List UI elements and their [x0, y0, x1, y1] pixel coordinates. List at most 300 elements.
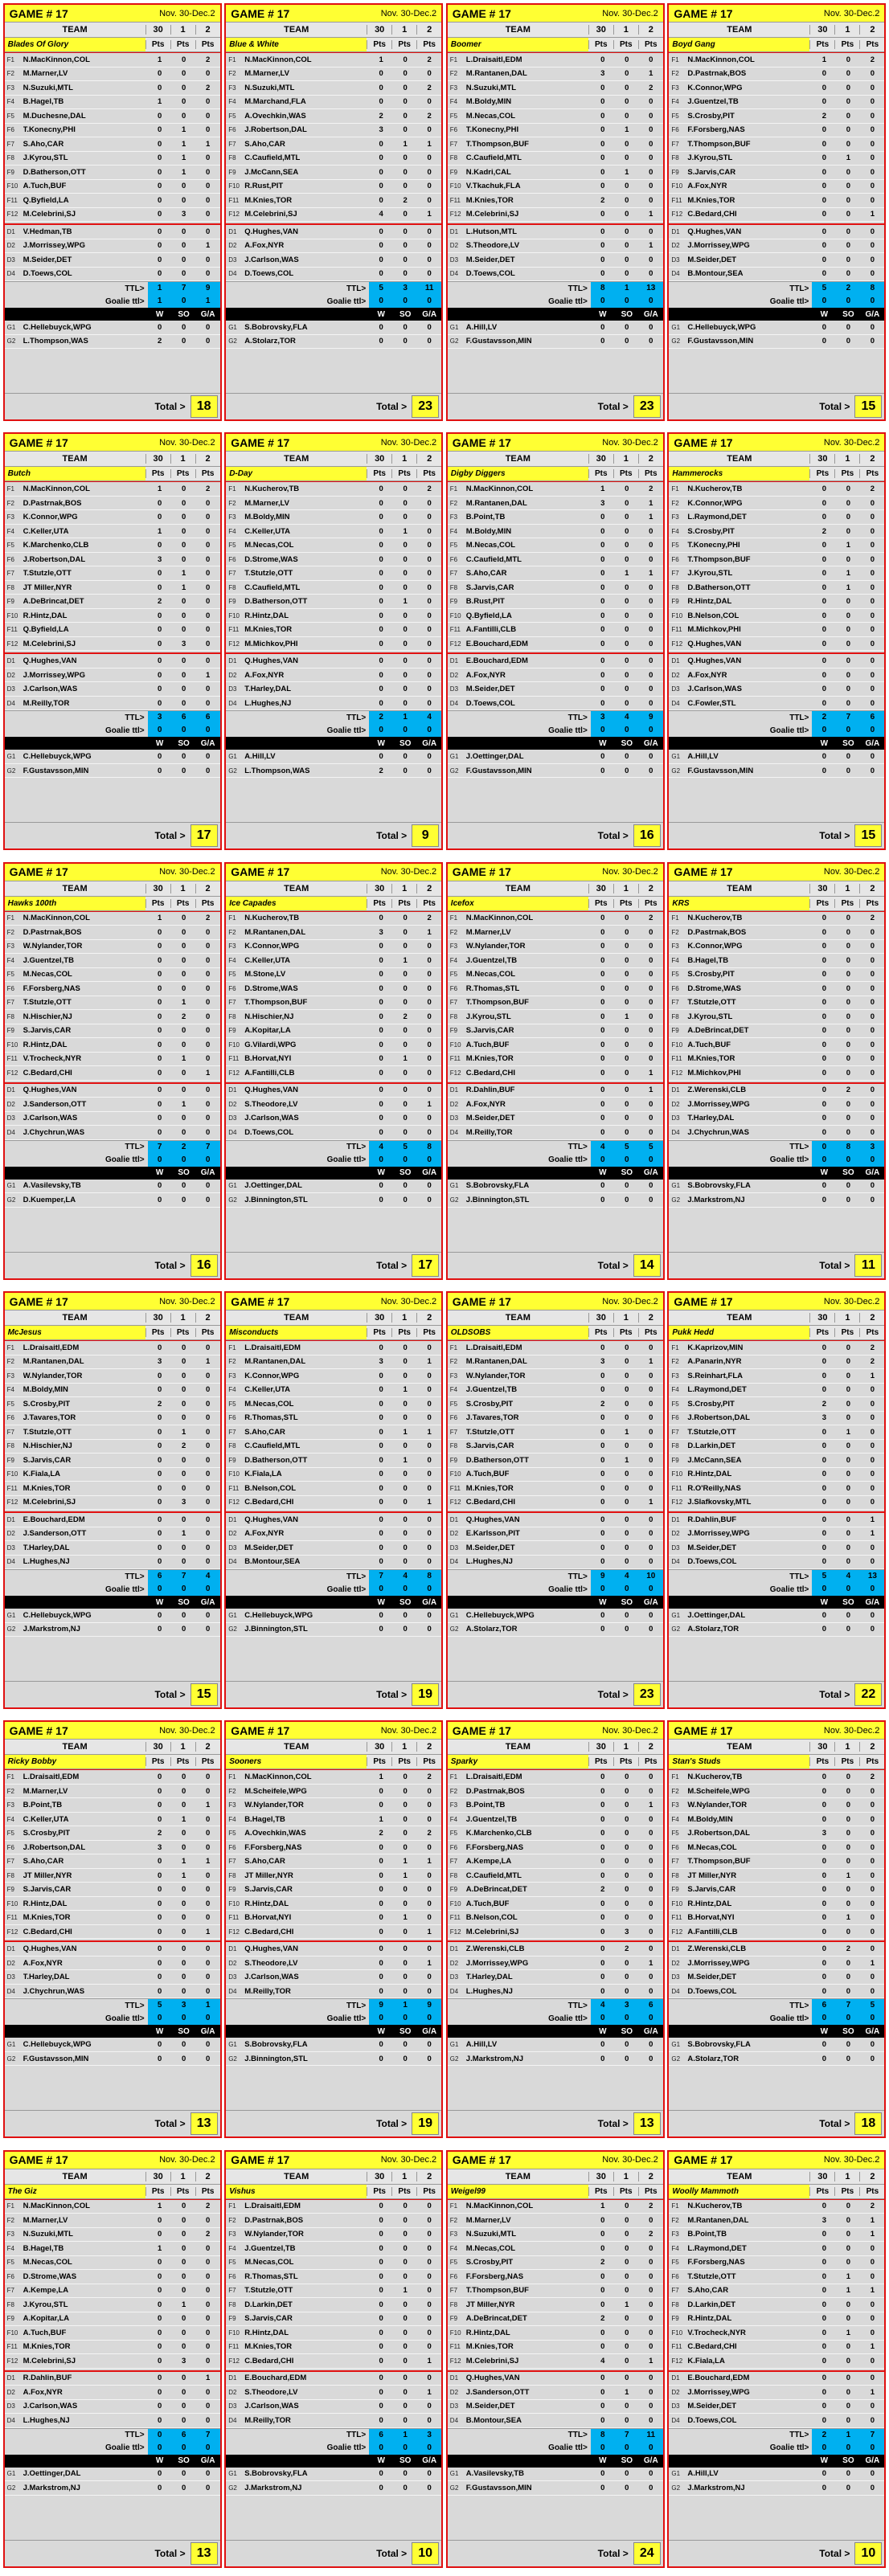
- defense-row: [5, 253, 220, 268]
- slot-label: D2: [449, 1959, 459, 1967]
- player-name: D.Toews,COL: [687, 1557, 737, 1567]
- slot-label: G2: [671, 2484, 681, 2492]
- totals-block: [669, 1140, 884, 1167]
- player-name: M.Rantanen,DAL: [687, 2215, 749, 2225]
- player-name: A.Fox,NYR: [244, 1529, 285, 1539]
- pts-value: 3: [157, 1842, 162, 1852]
- pts-value: 3: [625, 1927, 629, 1936]
- pts-value: 0: [821, 569, 827, 579]
- pts-value: 0: [649, 1026, 653, 1036]
- total-row: [448, 1252, 663, 1278]
- pts-value: 0: [403, 2243, 408, 2253]
- goalie-ttl-value: 0: [196, 2442, 220, 2455]
- pts-value: 0: [427, 1012, 432, 1021]
- ttl-line: [448, 282, 663, 295]
- pts-value: 0: [821, 1012, 827, 1021]
- pts-value: 0: [181, 182, 186, 191]
- forward-row: [448, 1883, 663, 1897]
- player-name: J.Morrissey,WPG: [687, 241, 750, 251]
- pts-value: 0: [205, 1413, 211, 1423]
- pts-header: Pts: [809, 1757, 834, 1766]
- defense-row: [226, 223, 441, 239]
- goalie-name: S.Bobrovsky,FLA: [244, 2040, 308, 2050]
- slot-label: F5: [449, 971, 458, 979]
- forward-row: [226, 911, 441, 926]
- slot-label: G1: [671, 2470, 681, 2478]
- pts-value: 0: [379, 269, 383, 279]
- ttl-value: 9: [591, 1570, 615, 1583]
- goalie-ttl-value: 0: [196, 2012, 220, 2025]
- defense-row: [669, 652, 884, 669]
- goalie-ttl-value: 0: [591, 1154, 615, 1167]
- pts-value: 1: [846, 153, 851, 163]
- pts-value: 0: [379, 69, 383, 79]
- team-card: [224, 1720, 443, 2138]
- goalie-ttl-value: 0: [172, 2442, 196, 2455]
- pts-value: 0: [157, 83, 162, 92]
- goalie-name: F.Gustavsson,MIN: [465, 766, 532, 775]
- stat-header: G/A: [422, 2456, 437, 2466]
- slot-label: D2: [228, 1530, 237, 1538]
- goalie-stat: 0: [181, 752, 186, 762]
- slot-label: D4: [671, 1558, 680, 1566]
- slot-label: F9: [671, 1886, 679, 1894]
- goalie-row: [5, 750, 220, 764]
- pts-value: 0: [205, 1371, 211, 1380]
- player-name: K.Marchenko,CLB: [23, 541, 89, 550]
- goalie-stat: 0: [821, 322, 827, 332]
- player-name: M.Celebrini,SJ: [465, 2356, 519, 2365]
- slot-label: G1: [671, 323, 681, 331]
- pts-value: 2: [427, 1829, 432, 1838]
- team-name: Boomer: [448, 38, 588, 51]
- forward-row: [448, 1053, 663, 1067]
- goalie-name: F.Gustavsson,MIN: [23, 2054, 89, 2063]
- player-name: M.Rantanen,DAL: [465, 498, 527, 508]
- pts-value: 0: [205, 597, 211, 607]
- pts-value: 0: [427, 1842, 432, 1852]
- goalie-ttl-line: [669, 1583, 884, 1596]
- player-name: A.Fox,NYR: [687, 182, 727, 191]
- pts-value: 0: [157, 1455, 162, 1465]
- slot-label: G1: [228, 753, 237, 761]
- pts-value: 0: [157, 1099, 162, 1109]
- pts-value: 0: [600, 1829, 605, 1838]
- forward-row: [5, 623, 220, 637]
- totals-block: [226, 1569, 441, 1596]
- player-name: M.Michkov,PHI: [687, 1068, 741, 1077]
- pts-value: 0: [181, 1399, 186, 1409]
- team-header: TEAM: [505, 883, 531, 893]
- pts-value: 0: [821, 955, 827, 965]
- forward-row: [448, 2242, 663, 2256]
- forward-row: [669, 1468, 884, 1482]
- slot-label: F12: [671, 640, 683, 648]
- pts-value: 0: [600, 656, 605, 666]
- pts-value: 0: [870, 2328, 875, 2337]
- player-name: M.Necas,COL: [244, 1399, 294, 1409]
- goalie-name: S.Bobrovsky,FLA: [687, 1181, 751, 1191]
- goalie-ttl-value: 0: [812, 1154, 836, 1167]
- pts-value: 0: [427, 1054, 432, 1064]
- game-label: GAME # 17: [674, 6, 733, 20]
- pts-value: 0: [205, 611, 211, 620]
- pts-value: 2: [649, 83, 653, 92]
- pts-value: 0: [205, 983, 211, 993]
- pts-value: 0: [379, 998, 383, 1008]
- pts-value: 0: [205, 97, 211, 107]
- game-label: GAME # 17: [9, 2153, 68, 2167]
- forward-row: [669, 1412, 884, 1426]
- pts-header: Pts: [638, 469, 663, 478]
- pts-value: 0: [600, 1973, 605, 1982]
- pts-value: 0: [181, 1040, 186, 1049]
- player-name: L.Raymond,DET: [687, 513, 747, 522]
- pts-value: 0: [403, 1557, 408, 1567]
- slot-label: F3: [6, 942, 14, 951]
- total-label: Total >: [597, 1689, 629, 1700]
- pts-value: 1: [205, 241, 211, 251]
- slot-label: F7: [6, 570, 14, 578]
- pts-value: 3: [181, 210, 186, 219]
- pts-value: 2: [870, 55, 875, 64]
- totals-block: [448, 281, 663, 308]
- pts-value: 0: [379, 1857, 383, 1867]
- pts-value: 0: [625, 1040, 629, 1049]
- pts-value: 2: [821, 111, 827, 121]
- pts-value: 0: [600, 1026, 605, 1036]
- pts-value: 0: [379, 97, 383, 107]
- player-name: J.Carlson,WAS: [244, 1973, 299, 1982]
- goalie-ttl-value: 0: [639, 2012, 663, 2025]
- ttl-value: 7: [836, 1999, 860, 2012]
- pts-value: 0: [649, 2300, 653, 2309]
- pts-value: 0: [379, 2387, 383, 2397]
- forward-row: [669, 1454, 884, 1468]
- team-card: [3, 3, 222, 421]
- pts-value: 0: [649, 611, 653, 620]
- slot-label: F6: [671, 126, 679, 134]
- pts-value: 0: [846, 1127, 851, 1137]
- player-name: S.Theodore,LV: [244, 2387, 298, 2397]
- slot-label: D1: [449, 227, 459, 235]
- slot-label: G2: [228, 2055, 237, 2063]
- slot-label: D3: [228, 256, 237, 264]
- player-name: J.Guentzel,TB: [687, 97, 739, 107]
- goalie-ttl-value: 0: [639, 1583, 663, 1596]
- pts-value: 0: [427, 241, 432, 251]
- goalie-row: [448, 764, 663, 779]
- pts-value: 3: [181, 2356, 186, 2365]
- slot-label: F7: [228, 999, 236, 1007]
- ttl-value: 0: [812, 1141, 836, 1154]
- pts-value: 0: [403, 1801, 408, 1810]
- pts-value: 0: [157, 69, 162, 79]
- forward-row: [5, 1883, 220, 1897]
- date-range: Nov. 30-Dec.2: [823, 437, 880, 448]
- player-name: F.Forsberg,NAS: [244, 1842, 302, 1852]
- ttl-value: 6: [172, 711, 196, 724]
- slot-label: F6: [228, 555, 236, 563]
- day-header: 1: [613, 454, 638, 464]
- pts-value: 0: [821, 2271, 827, 2281]
- slot-label: F4: [671, 956, 679, 964]
- player-name: M.Seider,DET: [687, 1543, 737, 1552]
- defense-row: [448, 239, 663, 254]
- pts-value: 0: [427, 69, 432, 79]
- forward-row: [5, 581, 220, 595]
- pts-value: 0: [181, 97, 186, 107]
- slot-label: F3: [449, 1372, 458, 1380]
- pts-value: 0: [427, 569, 432, 579]
- player-name: N.Hischier,NJ: [244, 1012, 294, 1021]
- pts-value: 2: [649, 914, 653, 923]
- stat-header: W: [155, 738, 164, 748]
- goalie-ttl-value: 0: [148, 1583, 172, 1596]
- slot-label: F7: [671, 1428, 679, 1436]
- goalie-row: [226, 2481, 441, 2496]
- pts-value: 0: [649, 2402, 653, 2411]
- pts-value: 0: [403, 583, 408, 592]
- pts-value: 0: [821, 1470, 827, 1479]
- pts-value: 0: [181, 2286, 186, 2296]
- pts-value: 0: [157, 2387, 162, 2397]
- goalie-stat: 0: [846, 337, 851, 346]
- slot-label: F3: [228, 84, 236, 92]
- player-name: M.Knies,TOR: [465, 1054, 514, 1064]
- goalie-ttl-value: 0: [812, 724, 836, 737]
- defense-row: [669, 1940, 884, 1957]
- pts-value: 0: [821, 1371, 827, 1380]
- player-name: M.Seider,DET: [687, 2402, 737, 2411]
- pts-value: 0: [379, 2342, 383, 2352]
- goalie-stat: 0: [157, 752, 162, 762]
- player-name: R.Dahlin,BUF: [465, 1086, 515, 1095]
- slot-label: G1: [6, 753, 16, 761]
- stat-header: W: [820, 309, 829, 319]
- slot-label: F7: [671, 570, 679, 578]
- goalie-row: [5, 1180, 220, 1194]
- pts-value: 0: [625, 526, 629, 536]
- pts-value: 0: [600, 2300, 605, 2309]
- forward-row: [448, 637, 663, 652]
- pts-value: 0: [181, 1786, 186, 1796]
- pts-value: 0: [181, 942, 186, 951]
- pts-header: Pts: [834, 469, 859, 478]
- slot-label: F1: [671, 914, 679, 922]
- day-header: 2: [638, 2172, 663, 2181]
- slot-label: F10: [449, 1899, 461, 1907]
- defense-row: [448, 1511, 663, 1527]
- pts-value: 0: [181, 1483, 186, 1493]
- pts-value: 0: [403, 485, 408, 494]
- forward-row: [669, 609, 884, 624]
- player-name: M.Seider,DET: [465, 685, 515, 694]
- player-name: W.Nylander,TOR: [465, 942, 526, 951]
- player-name: Q.Hughes,VAN: [23, 1944, 77, 1954]
- ttl-value: 3: [172, 1999, 196, 2012]
- slot-label: F11: [671, 2343, 682, 2351]
- pts-value: 0: [181, 1927, 186, 1936]
- pts-value: 0: [649, 1099, 653, 1109]
- defense-row: [5, 2370, 220, 2386]
- goalie-ttl-value: 0: [393, 1583, 417, 1596]
- card-header: [5, 864, 220, 881]
- day-header: 2: [195, 1742, 220, 1752]
- pts-header: Pts: [195, 40, 220, 49]
- slot-label: D1: [449, 1945, 459, 1953]
- stat-header: G/A: [422, 2026, 437, 2036]
- goalie-ttl-label: Goalie ttl>: [769, 726, 809, 735]
- pts-value: 0: [379, 255, 383, 264]
- forward-row: [226, 52, 441, 67]
- pts-value: 0: [379, 1498, 383, 1507]
- forward-row: [226, 109, 441, 124]
- pts-value: 2: [205, 2202, 211, 2211]
- stat-header: W: [377, 309, 385, 319]
- totals-block: [448, 2428, 663, 2455]
- pts-value: 0: [427, 1483, 432, 1493]
- pts-value: 0: [157, 1343, 162, 1352]
- date-range: Nov. 30-Dec.2: [380, 437, 437, 448]
- player-name: J.Tavares,TOR: [465, 1413, 519, 1423]
- forward-row: [226, 96, 441, 110]
- pts-value: 0: [181, 1413, 186, 1423]
- pts-value: 0: [181, 1543, 186, 1552]
- column-header: [5, 1310, 220, 1326]
- slot-label: D1: [671, 1945, 680, 1953]
- slot-label: D1: [449, 657, 459, 665]
- player-name: T.Stutzle,OTT: [244, 569, 293, 579]
- pts-value: 2: [379, 111, 383, 121]
- forward-row: [448, 2298, 663, 2312]
- game-label: GAME # 17: [452, 435, 511, 449]
- total-value: 19: [412, 1683, 439, 1706]
- pts-value: 1: [403, 1455, 408, 1465]
- slot-label: D4: [449, 270, 459, 278]
- slot-label: F10: [671, 1041, 683, 1049]
- slot-label: D1: [671, 1515, 680, 1523]
- slot-label: F1: [228, 55, 236, 63]
- slot-label: F9: [6, 2315, 14, 2323]
- forward-row: [669, 481, 884, 497]
- player-name: Q.Hughes,VAN: [687, 656, 742, 666]
- pts-value: 0: [625, 111, 629, 121]
- pts-value: 0: [379, 2271, 383, 2281]
- pts-value: 0: [379, 1543, 383, 1552]
- forward-row: [226, 1010, 441, 1024]
- stat-header: G/A: [643, 1597, 658, 1607]
- slot-label: F9: [6, 1027, 14, 1035]
- ttl-value: 6: [196, 711, 220, 724]
- ttl-line: [5, 1141, 220, 1154]
- forward-row: [5, 180, 220, 194]
- forward-row: [448, 1826, 663, 1841]
- slot-label: D2: [449, 1530, 459, 1538]
- defense-row: [448, 2414, 663, 2428]
- day-header: 30: [367, 1313, 391, 1323]
- total-row: [226, 1252, 441, 1278]
- forward-row: [669, 1440, 884, 1454]
- goalie-ttl-line: [5, 2442, 220, 2455]
- player-name: A.Fantilli,CLB: [244, 1068, 295, 1077]
- forward-row: [226, 538, 441, 553]
- player-name: T.Thompson,BUF: [244, 998, 308, 1008]
- pts-value: 0: [821, 656, 827, 666]
- goalie-name: J.Markstrom,NJ: [465, 2054, 524, 2063]
- pts-value: 0: [870, 227, 875, 236]
- game-label: GAME # 17: [231, 865, 290, 879]
- slot-label: F10: [671, 1470, 683, 1478]
- pts-value: 0: [379, 983, 383, 993]
- player-name: A.Tuch,BUF: [465, 1470, 510, 1479]
- ttl-value: 6: [369, 2429, 393, 2442]
- pts-value: 0: [403, 554, 408, 564]
- slot-label: F4: [228, 1815, 236, 1823]
- forward-row: [448, 510, 663, 525]
- pts-value: 2: [157, 597, 162, 607]
- goalie-stat: 0: [821, 2483, 827, 2492]
- goalie-row: [5, 321, 220, 335]
- defense-row: [448, 2400, 663, 2414]
- slot-label: F2: [671, 70, 679, 78]
- forward-row: [226, 1066, 441, 1081]
- forward-row: [669, 1496, 884, 1511]
- pts-value: 0: [846, 955, 851, 965]
- pts-value: 0: [205, 1470, 211, 1479]
- forward-row: [669, 911, 884, 926]
- slot-label: F5: [228, 1400, 236, 1408]
- pts-value: 0: [157, 1371, 162, 1380]
- player-name: S.Theodore,LV: [244, 1099, 298, 1109]
- ttl-label: TTL>: [567, 2431, 588, 2440]
- slot-label: F8: [6, 1012, 14, 1020]
- pts-value: 1: [157, 55, 162, 64]
- forward-row: [226, 982, 441, 996]
- pts-value: 1: [181, 1814, 186, 1824]
- goalie-stat: 0: [379, 2469, 383, 2479]
- player-name: F.Forsberg,NAS: [687, 125, 745, 135]
- player-name: D.Batherson,OTT: [244, 597, 308, 607]
- card-header: [669, 864, 884, 881]
- slot-label: F5: [449, 1830, 458, 1838]
- pts-value: 0: [649, 2415, 653, 2425]
- defense-row: [669, 2370, 884, 2386]
- player-name: R.Thomas,STL: [465, 983, 520, 993]
- ttl-value: 2: [172, 1141, 196, 1154]
- player-name: M.Celebrini,SJ: [23, 210, 76, 219]
- slot-label: D4: [449, 1558, 459, 1566]
- goalie-ttl-line: [5, 1583, 220, 1596]
- forward-row: [669, 2326, 884, 2341]
- player-name: S.Theodore,LV: [465, 241, 520, 251]
- goalie-name: J.Markstrom,NJ: [23, 1625, 80, 1634]
- pts-value: 0: [649, 1829, 653, 1838]
- pts-value: 0: [600, 1871, 605, 1880]
- forward-row: [448, 152, 663, 166]
- pts-value: 0: [205, 2387, 211, 2397]
- forward-row: [226, 1397, 441, 1412]
- pts-value: 0: [870, 1068, 875, 1077]
- ttl-line: [5, 711, 220, 724]
- player-name: E.Bouchard,EDM: [465, 639, 528, 648]
- pts-value: 1: [403, 1871, 408, 1880]
- pts-value: 1: [403, 597, 408, 607]
- goalie-row: [226, 764, 441, 779]
- pts-value: 0: [600, 1413, 605, 1423]
- day-header: 2: [416, 1742, 441, 1752]
- slot-label: G1: [449, 323, 459, 331]
